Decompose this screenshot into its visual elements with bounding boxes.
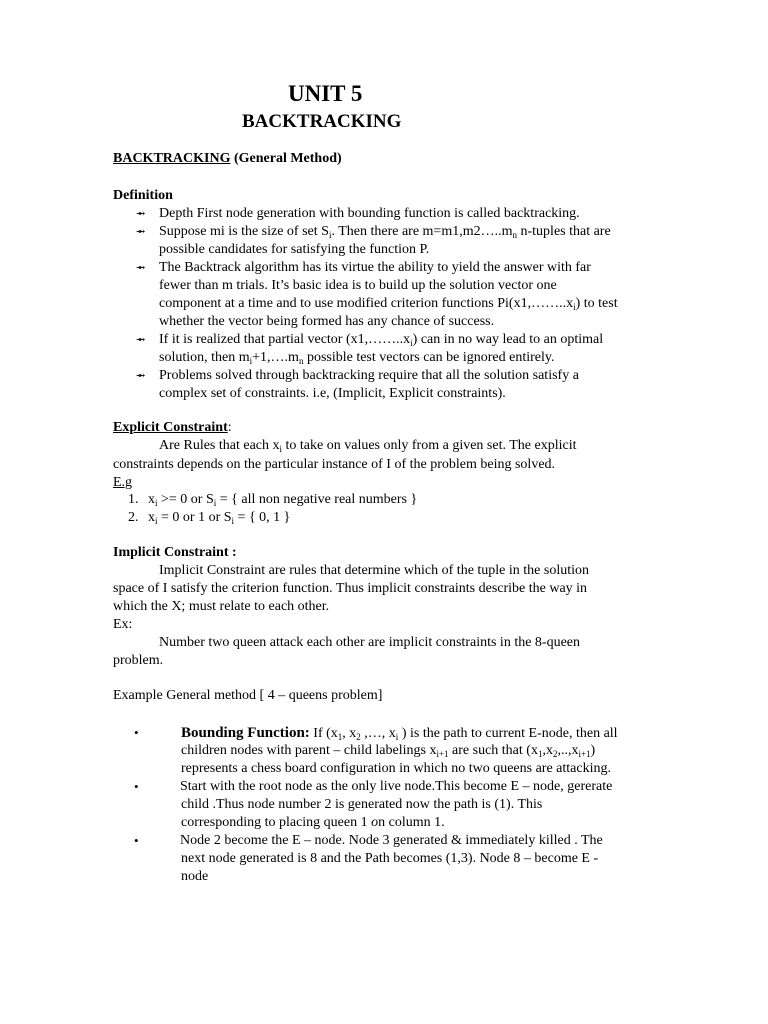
- definition-bullet-2-line-1: Suppose mi is the size of set $S_i$. Then there are $m=m1,m2\dots..m_n$ n-tuples that are: [159, 224, 611, 240]
- bullet-dot-icon: •: [134, 725, 139, 740]
- page-subtitle: BACKTRACKING: [242, 111, 402, 132]
- definition-bullet-3-line-2: fewer than m trials. It’s basic idea is to build up the solution vector one: [159, 278, 557, 293]
- definition-bullet-3-line-4: whether the vector being formed has any chance of success.: [159, 314, 495, 329]
- node-two-line-3: node: [181, 869, 209, 884]
- definition-bullet-2-line-2: possible candidates for satisfying the function P.: [159, 242, 430, 257]
- explicit-eg-label: E.g: [113, 475, 133, 490]
- arrow-bullet-icon: ⇴: [136, 226, 146, 238]
- explicit-item-1: $x_i >= 0$ or $S_i$ = { all non negative real numbers }: [148, 492, 418, 508]
- explicit-paragraph-line-1: Are Rules that each $x_i$ to take on values only from a given set. The explicit: [159, 438, 577, 454]
- root-node-line-3: corresponding to placing queen 1 on column 1.: [181, 815, 445, 830]
- bounding-function-line-2: children nodes with parent – child labelings $x_{i+1}$ are such that $(x_1,x_2,..,x_{i+1})$: [181, 743, 596, 759]
- definition-bullet-1: Depth First node generation with bounding function is called backtracking.: [159, 206, 580, 221]
- definition-bullet-5-line-2: complex set of constraints. i.e, (Implicit, Explicit constraints).: [159, 386, 506, 401]
- root-node-line-1: Start with the root node as the only live node.This become E – node, gererate: [180, 779, 613, 794]
- explicit-paragraph-line-2: constraints depends on the particular instance of I of the problem being solved.: [113, 457, 556, 472]
- definition-bullet-4-line-1: If it is realized that partial vector $(x1,\dots\dots..x_i)$ can in no way lead to an optimal: [159, 332, 604, 348]
- section-heading-rest: (General Method): [230, 151, 342, 166]
- implicit-example-line-2: problem.: [113, 653, 164, 668]
- arrow-bullet-icon: ⇴: [136, 262, 146, 274]
- implicit-example-line-1: Number two queen attack each other are implicit constraints in the 8-queen: [159, 635, 581, 650]
- implicit-ex-label: Ex:: [113, 617, 133, 632]
- definition-heading: Definition: [113, 188, 173, 203]
- section-heading-general-method: [113, 150, 342, 168]
- definition-bullet-3-line-3: component at a time and to use modified criterion functions $Pi(x1,\dots\dots..x_i)$ to test: [159, 296, 618, 312]
- example-general-method-line: Example General method [ 4 – queens problem]: [113, 688, 383, 703]
- definition-bullet-3-line-1: The Backtrack algorithm has its virtue the ability to yield the answer with far: [159, 260, 591, 275]
- bounding-function-line-1: Bounding Function: If ($x_1$, $x_2$ ,…, $x_i$ ) is the path to current E-node, then all: [181, 725, 618, 742]
- explicit-item-2: $x_i = 0$ or 1 or $S_i$ = { 0, 1 }: [148, 510, 291, 526]
- definition-bullet-5-line-1: Problems solved through backtracking require that all the solution satisfy a: [159, 368, 579, 383]
- node-two-line-1: Node 2 become the E – node. Node 3 generated & immediately killed . The: [180, 833, 603, 848]
- bullet-dot-icon: •: [134, 779, 139, 794]
- implicit-paragraph-line-1: Implicit Constraint are rules that determine which of the tuple in the solution: [159, 563, 590, 578]
- section-heading-underlined: BACKTRACKING: [113, 151, 231, 166]
- arrow-bullet-icon: ⇴: [136, 370, 146, 382]
- root-node-line-2: child .Thus node number 2 is generated now the path is (1). This: [181, 797, 543, 812]
- explicit-constraint-heading: Explicit Constraint:: [113, 420, 232, 435]
- definition-bullet-4-line-2: solution, then $m_i+1,\dots.m_n$ possible test vectors can be ignored entirely.: [159, 350, 555, 366]
- page-title: UNIT 5: [288, 81, 363, 106]
- implicit-paragraph-line-3: which the X; must relate to each other.: [113, 599, 330, 614]
- node-two-line-2: next node generated is 8 and the Path becomes (1,3). Node 8 – become E -: [181, 851, 599, 866]
- arrow-bullet-icon: ⇴: [136, 334, 146, 346]
- explicit-item-2-number: 2.: [128, 510, 139, 525]
- arrow-bullet-icon: ⇴: [136, 208, 146, 220]
- explicit-item-1-number: 1.: [128, 492, 139, 507]
- implicit-paragraph-line-2: space of I satisfy the criterion function. Thus implicit constraints describe the way in: [113, 581, 588, 596]
- bounding-function-line-3: represents a chess board configuration in which no two queens are attacking.: [181, 761, 611, 776]
- implicit-constraint-heading: Implicit Constraint :: [113, 545, 237, 560]
- bullet-dot-icon: •: [134, 833, 139, 848]
